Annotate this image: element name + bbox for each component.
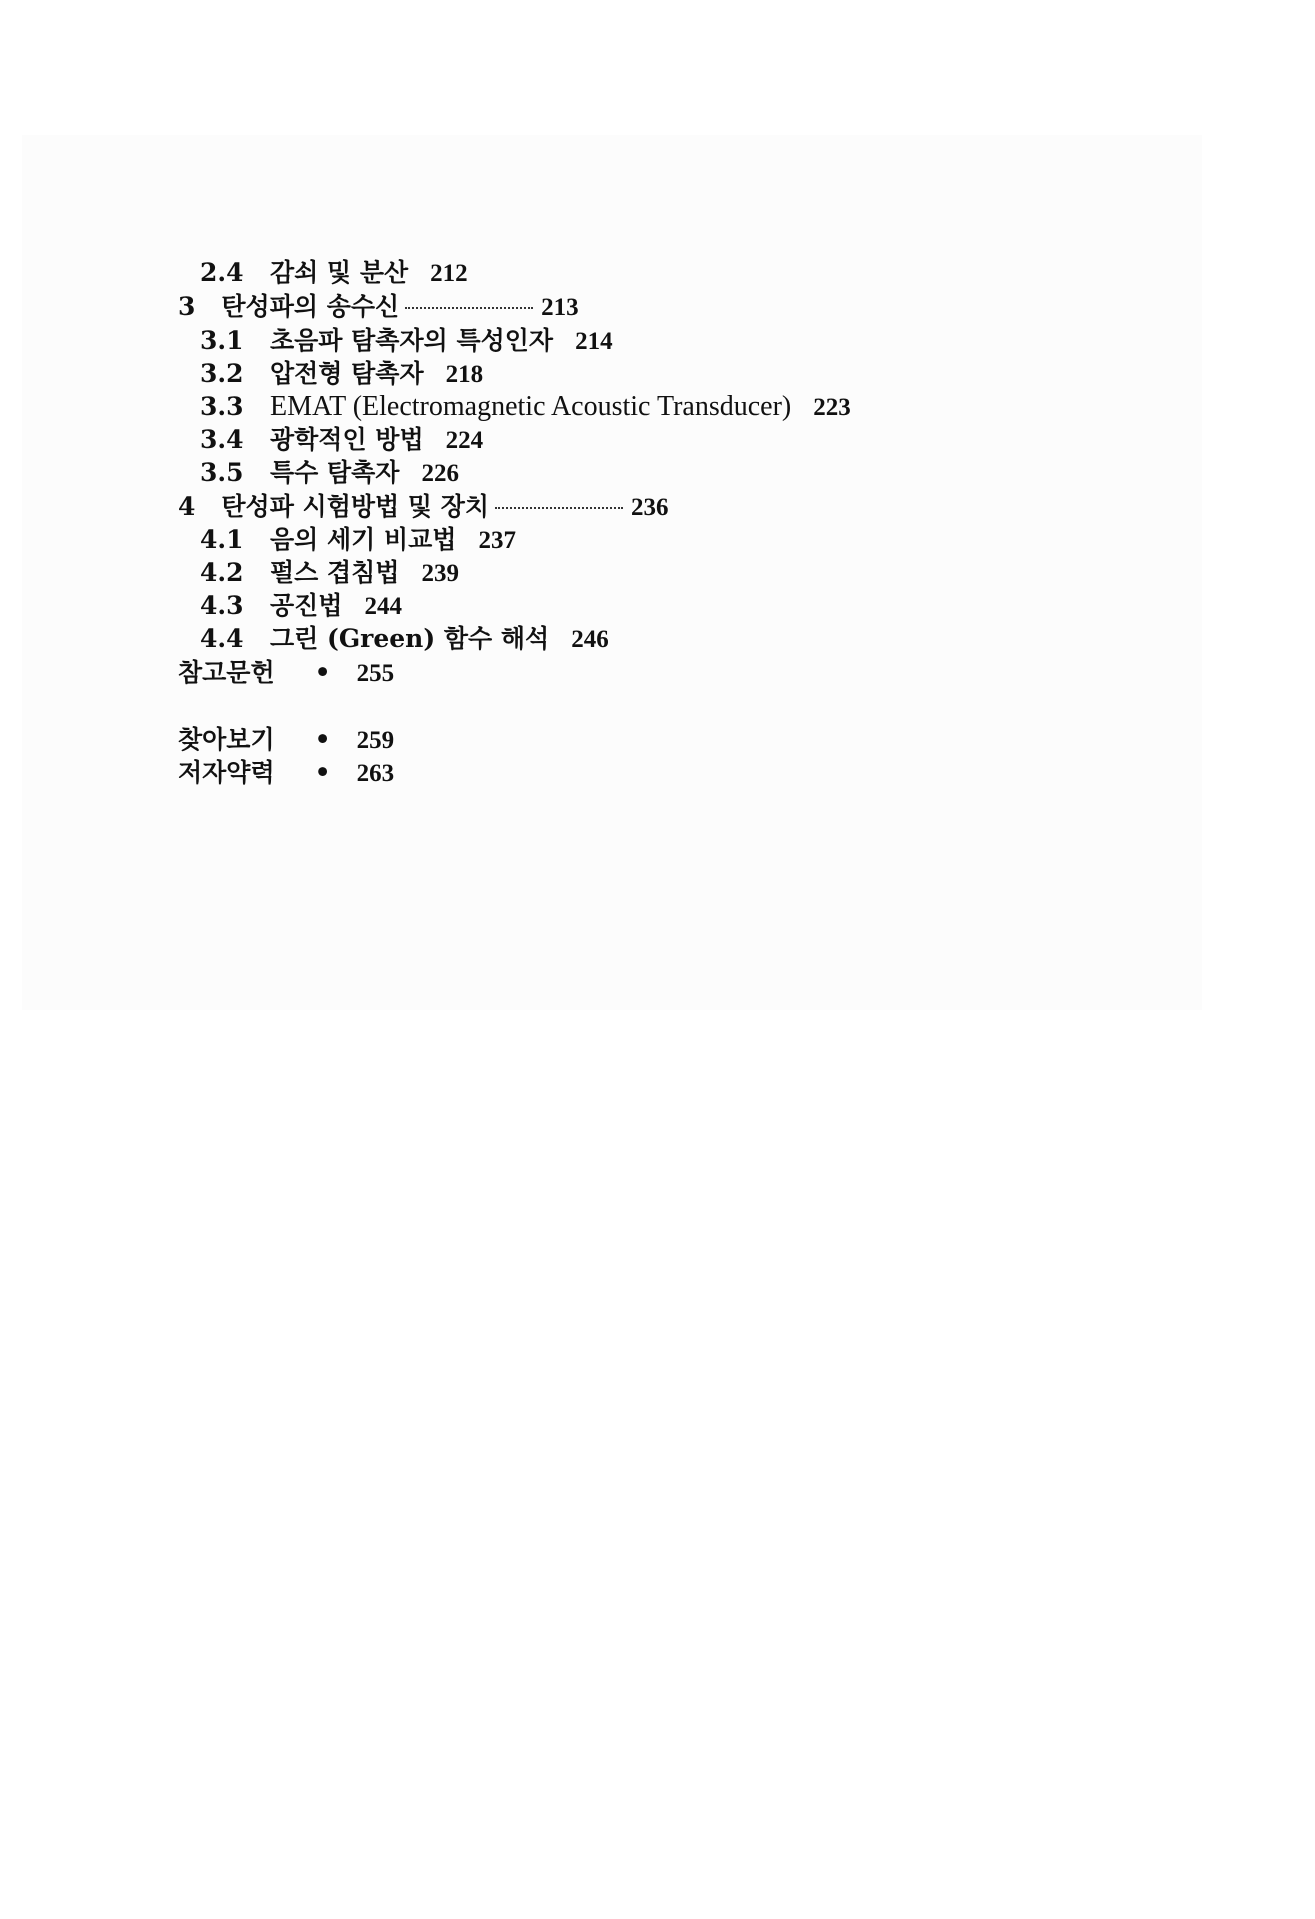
toc-entry-4[interactable] [178,492,669,523]
page-number: 237 [478,527,516,554]
section-number: 3.2 [200,359,244,388]
section-title: 특수 탐촉자 [270,458,400,487]
chapter-title: 탄성파 시험방법 및 장치 [221,492,490,521]
toc-entry-author-bio[interactable] [178,758,394,789]
toc-entry-4-4[interactable] [200,624,609,655]
bullet-separator: • [314,758,331,787]
page-number: 226 [421,460,459,487]
bullet-separator: • [314,725,331,754]
section-title: 펄스 겹침법 [270,558,400,587]
section-title: 공진법 [270,591,343,620]
toc-entry-3[interactable] [178,292,579,323]
page-number: 214 [575,328,613,355]
page-number: 263 [356,760,395,787]
section-title: 음의 세기 비교법 [270,525,457,554]
dot-leader [405,307,533,309]
toc-entry-3-1[interactable] [200,326,613,357]
toc-entry-3-5[interactable] [200,458,459,489]
chapter-number: 4 [178,492,196,521]
page-number: 239 [421,560,459,587]
section-title: 감쇠 및 분산 [270,258,409,287]
page-number: 223 [813,394,851,421]
bullet-separator: • [314,658,331,687]
page-number: 255 [356,660,395,687]
page-number: 213 [541,294,579,321]
toc-entry-4-2[interactable] [200,558,459,589]
page-number: 246 [571,626,609,653]
toc-entry-2-4[interactable] [200,258,468,289]
toc-entry-index[interactable] [178,725,394,756]
section-number: 4.1 [200,525,244,554]
section-number: 3.1 [200,326,244,355]
section-number: 4.3 [200,591,244,620]
toc-entry-4-3[interactable] [200,591,402,622]
back-matter-title: 찾아보기 [178,725,275,754]
section-number: 3.5 [200,458,244,487]
page-number: 212 [430,260,468,287]
toc-entry-3-3[interactable] [200,392,851,423]
section-number: 4.4 [200,624,244,653]
back-matter-title: 저자약력 [178,758,275,787]
back-matter-title: 참고문헌 [178,658,275,687]
toc-entry-3-4[interactable] [200,425,483,456]
section-title: 초음파 탐촉자의 특성인자 [270,326,554,355]
section-title: 압전형 탐촉자 [270,359,424,388]
dot-leader [495,507,623,509]
page-number: 259 [356,727,395,754]
section-number: 4.2 [200,558,244,587]
page-number: 218 [445,361,484,388]
section-number: 3.3 [200,392,244,421]
page-number: 224 [445,427,484,454]
section-title: 그린 (Green) 함수 해석 [270,624,550,653]
toc-entry-references[interactable] [178,658,394,689]
section-title: EMAT (Electromagnetic Acoustic Transducer) [270,391,792,422]
toc-entry-4-1[interactable] [200,525,516,556]
toc-entry-3-2[interactable] [200,359,483,390]
page-number: 244 [364,593,402,620]
section-number: 2.4 [200,258,244,287]
chapter-number: 3 [178,292,196,321]
section-number: 3.4 [200,425,244,454]
page-number: 236 [631,494,669,521]
section-title: 광학적인 방법 [270,425,424,454]
chapter-title: 탄성파의 송수신 [221,292,400,321]
